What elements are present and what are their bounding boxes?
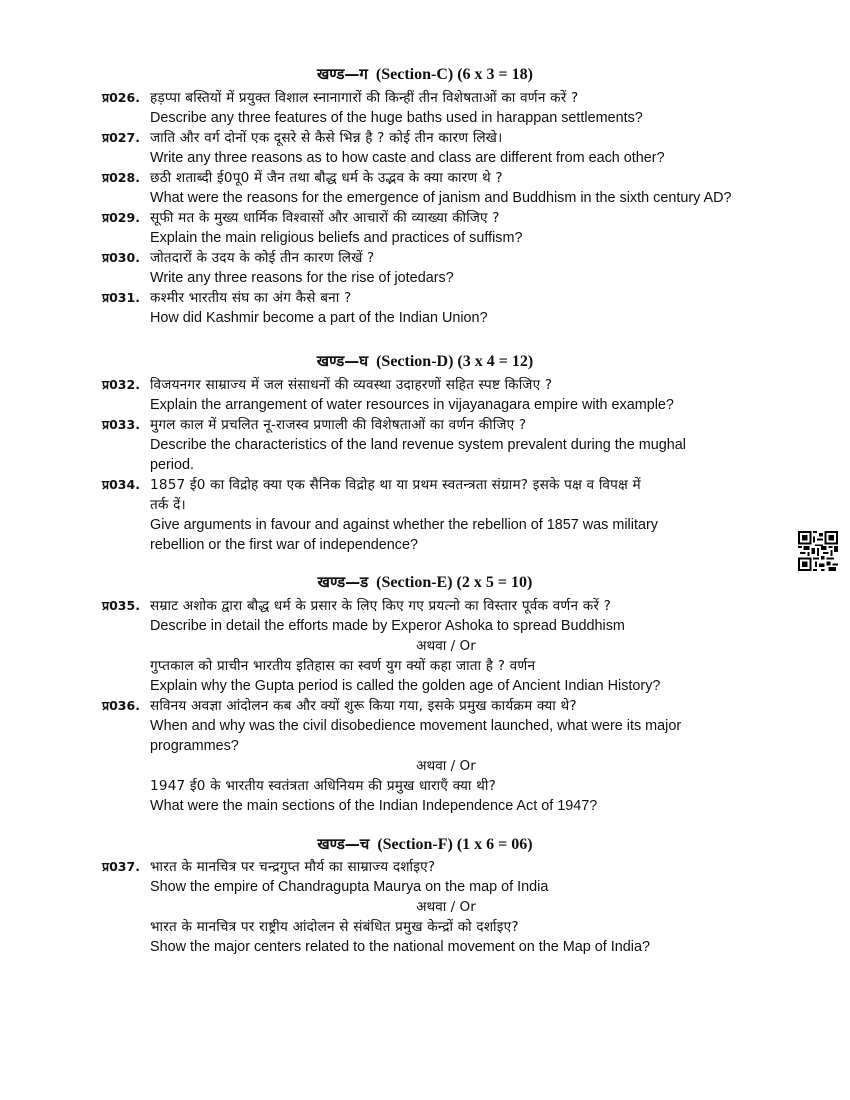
section-d-english: (Section-D) (3 x 4 = 12)	[376, 353, 534, 370]
question-number: प्र030.	[102, 250, 140, 265]
question-text-hindi: 1857 ई0 का विद्रोह क्या एक सैनिक विद्रोह था या प्रथम स्वतन्त्रता संग्राम? इसके पक्ष व विपक्ष में	[150, 477, 641, 493]
question-text-english: Write any three reasons as to how caste and class are different from each other?	[150, 150, 665, 166]
question-text-hindi: मुगल काल में प्रचलित नू-राजस्व प्रणाली की विशेषताओं का वर्णन कीजिए ?	[150, 417, 527, 433]
section-c-hindi: खण्ड—ग	[317, 65, 368, 83]
section-e-hindi: खण्ड—ड	[317, 573, 369, 591]
question-number: प्र035.	[102, 598, 140, 613]
question-text-hindi: हड़प्पा बस्तियों में प्रयुक्त विशाल स्नानागारों की किन्हीं तीन विशेषताओं का वर्णन करें ?	[150, 90, 579, 106]
question-text-english: Write any three reasons for the rise of jotedars?	[150, 270, 454, 286]
question-text-hindi: भारत के मानचित्र पर चन्द्रगुप्त मौर्य का साम्राज्य दर्शाइए?	[150, 859, 436, 875]
question-text-english: How did Kashmir become a part of the Indian Union?	[150, 310, 488, 326]
question-text-english: Describe the characteristics of the land revenue system prevalent during the mughal	[150, 437, 686, 453]
question-text-hindi: जोतदारों के उदय के कोई तीन कारण लिखें ?	[150, 250, 375, 266]
alternative-text-hindi: 1947 ई0 के भारतीय स्वतंत्रता अधिनियम की प्रमुख धाराएँ क्या थी?	[150, 778, 496, 794]
section-f-hindi: खण्ड—च	[317, 835, 370, 853]
question-number: प्र036.	[102, 698, 140, 713]
question-text-english: Give arguments in favour and against whether the rebellion of 1857 was military	[150, 517, 658, 533]
qr-code	[798, 531, 838, 571]
or-separator: अथवा / Or	[416, 899, 476, 915]
question-text-hindi: कश्मीर भारतीय संघ का अंग कैसे बना ?	[150, 290, 352, 306]
question-text-hindi: सूफी मत के मुख्य धार्मिक विश्वासों और आचारों की व्याख्या कीजिए ?	[150, 210, 500, 226]
alternative-text-english: What were the main sections of the Indian Independence Act of 1947?	[150, 798, 598, 814]
alternative-text-hindi: गुप्तकाल को प्राचीन भारतीय इतिहास का स्वर्ण युग क्यों कहा जाता है ? वर्णन	[150, 658, 536, 674]
question-text-english: Explain the main religious beliefs and practices of suffism?	[150, 230, 523, 246]
question-number: प्र034.	[102, 477, 140, 492]
question-text-hindi: सविनय अवज्ञा आंदोलन कब और क्यों शुरू किया गया, इसके प्रमुख कार्यक्रम क्या थे?	[150, 698, 577, 714]
question-number: प्र031.	[102, 290, 140, 305]
question-text-english: Describe any three features of the huge baths used in harappan settlements?	[150, 110, 643, 126]
alternative-text-english: Explain why the Gupta period is called the golden age of Ancient Indian History?	[150, 678, 661, 694]
or-separator: अथवा / Or	[416, 758, 476, 774]
question-number: प्र037.	[102, 859, 140, 874]
section-d-hindi: खण्ड—घ	[316, 352, 369, 370]
question-number: प्र033.	[102, 417, 140, 432]
question-text-hindi: छठी शताब्दी ई0पू0 में जैन तथा बौद्ध धर्म के उद्भव के क्या कारण थे ?	[150, 170, 503, 186]
section-d-heading	[0, 351, 850, 371]
question-number: प्र032.	[102, 377, 140, 392]
section-f-heading	[0, 834, 850, 854]
question-text-english-cont: programmes?	[150, 738, 239, 754]
question-text-english: When and why was the civil disobedience movement launched, what were its major	[150, 718, 682, 734]
or-separator: अथवा / Or	[416, 638, 476, 654]
question-number: प्र028.	[102, 170, 140, 185]
question-number: प्र029.	[102, 210, 140, 225]
question-text-english-cont: rebellion or the first war of independence?	[150, 537, 418, 553]
question-text-english: Explain the arrangement of water resources in vijayanagara empire with example?	[150, 397, 674, 413]
question-text-hindi: विजयनगर साम्राज्य में जल संसाधनों की व्यवस्था उदाहरणों सहित स्पष्ट किजिए ?	[150, 377, 553, 393]
question-text-english: Describe in detail the efforts made by Experor Ashoka to spread Buddhism	[150, 618, 625, 634]
question-text-hindi-cont: तर्क दें।	[150, 497, 186, 513]
question-text-english: Show the empire of Chandragupta Maurya on the map of India	[150, 879, 549, 895]
section-c-heading	[0, 64, 850, 84]
section-e-english: (Section-E) (2 x 5 = 10)	[376, 574, 533, 591]
section-e-heading	[0, 572, 850, 592]
question-text-hindi: सम्राट अशोक द्वारा बौद्ध धर्म के प्रसार के लिए किए गए प्रयत्नो का विस्तार पूर्वक वर्णन करें ?	[150, 598, 612, 614]
question-text-english: What were the reasons for the emergence of janism and Buddhism in the sixth century AD?	[150, 190, 732, 206]
question-text-hindi: जाति और वर्ग दोनों एक दूसरे से कैसे भिन्न है ? कोई तीन कारण लिखे।	[150, 130, 503, 146]
section-f-english: (Section-F) (1 x 6 = 06)	[377, 836, 533, 853]
question-number: प्र026.	[102, 90, 140, 105]
question-text-english-cont: period.	[150, 457, 195, 473]
section-c-english: (Section-C) (6 x 3 = 18)	[375, 66, 533, 83]
alternative-text-hindi: भारत के मानचित्र पर राष्ट्रीय आंदोलन से संबंधित प्रमुख केन्द्रों को दर्शाइए?	[150, 919, 519, 935]
question-number: प्र027.	[102, 130, 140, 145]
alternative-text-english: Show the major centers related to the national movement on the Map of India?	[150, 939, 650, 955]
